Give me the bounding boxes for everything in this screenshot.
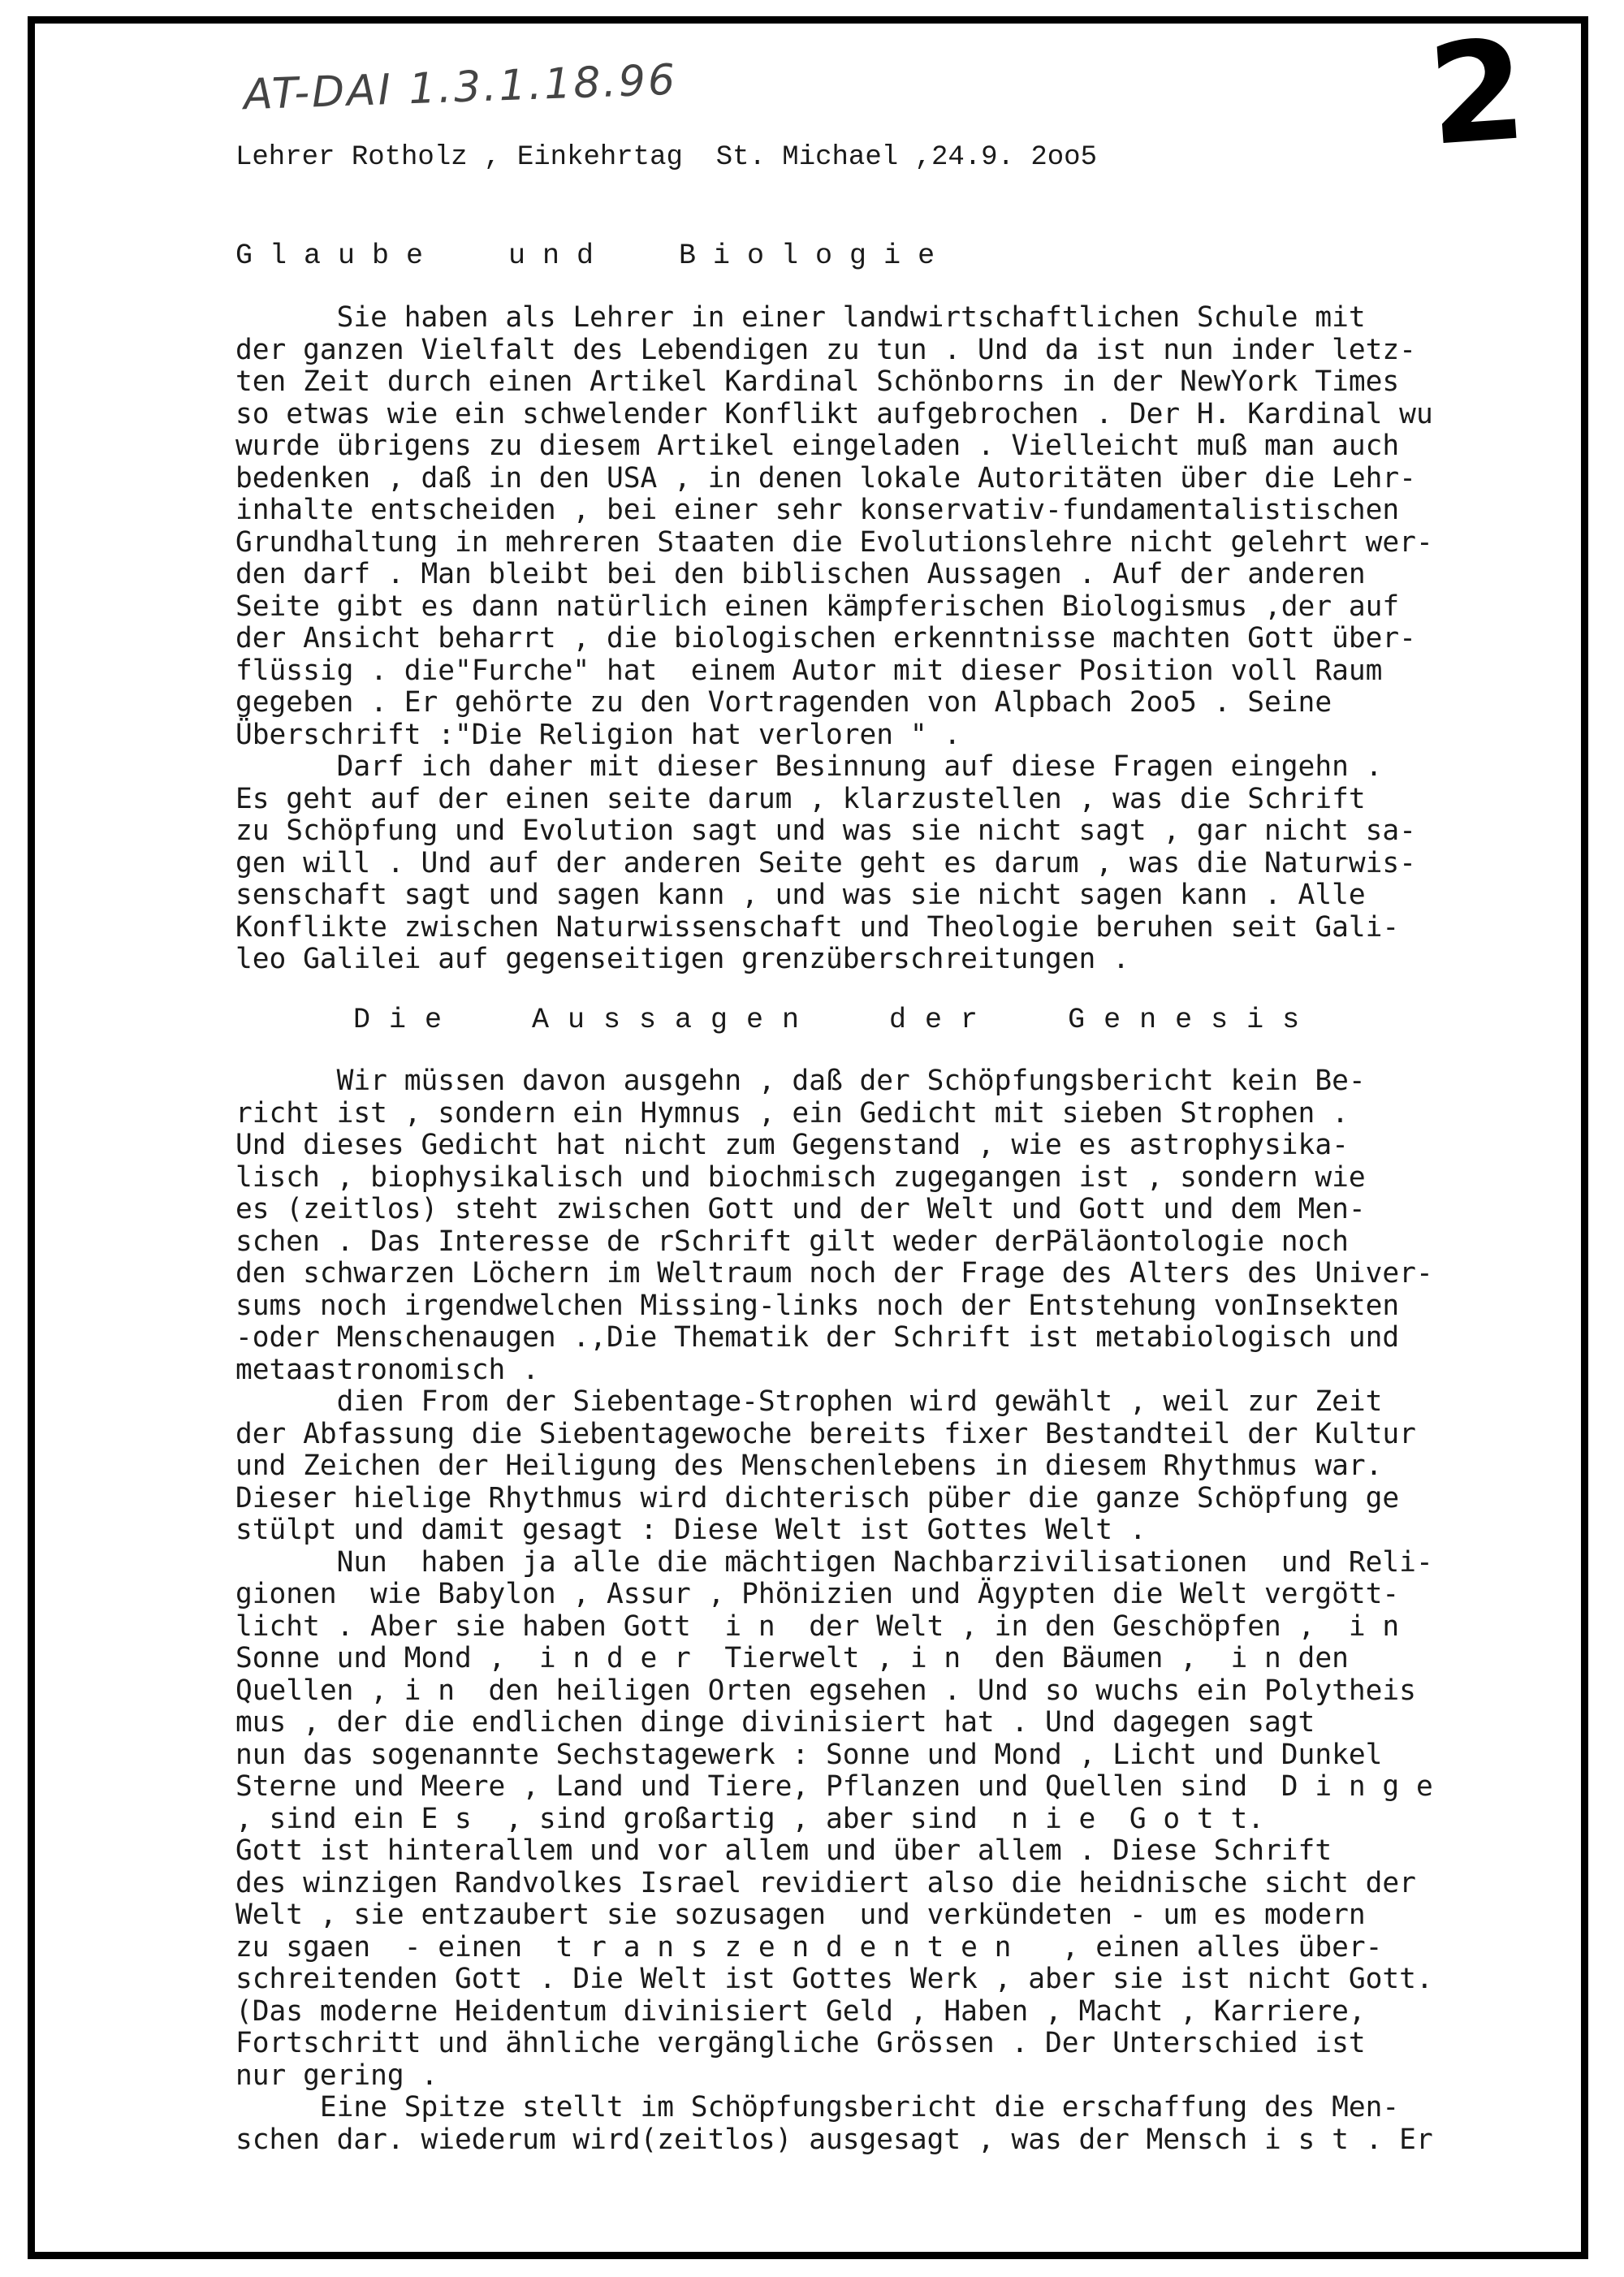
section-body-glaube-und-biologie: Sie haben als Lehrer in einer landwirtschaftlichen Schule mit der ganzen Vielfalt des Lebendigen zu tun . Und da ist nun inder letz- ten Zeit durch einen Artikel Kardinal Schönborns in der NewYork Times so etwas wie ein schwelender Konflikt aufgebrochen . Der H. Kardinal wu wurde übrigens zu diesem Artikel eingeladen . Vielleicht muß man auch bedenken , daß in den USA , in denen lokale Autoritäten über die Lehr- inhalte entscheiden , bei einer sehr konservativ-fundamentalistischen Grundhaltung in mehreren Staaten die Evolutionslehre nicht gelehrt wer- den darf . Man bleibt bei den biblischen Aussagen . Auf der anderen Seite gibt es dann natürlich einen kämpferischen Biologismus ,der auf der Ansicht beharrt , die biologischen erkenntnisse machten Gott über- flüssig . die"Furche" hat einem Autor mit dieser Position voll Raum gegeben . Er gehörte zu den Vortragenden von Alpbach 2oo5 . Seine Überschrift :"Die Religion hat verloren " . Darf ich daher mit dieser Besinnung auf diese Fragen eingehn . Es geht auf der einen seite darum , klarzustellen , was die Schrift zu Schöpfung und Evolution sagt und was sie nicht sagt , gar nicht sa- gen will . Und auf der anderen Seite geht es darum , was die Naturwis- senschaft sagt und sagen kann , und was sie nicht sagen kann . Alle Konflikte zwischen Naturwissenschaft und Theologie beruhen seit Gali- leo Galilei auf gegenseitigen grenzüberschreitungen . <box>235 301 1433 975</box>
section-body-aussagen-der-genesis: Wir müssen davon ausgehn , daß der Schöpfungsbericht kein Be- richt ist , sondern ein Hymnus , ein Gedicht mit sieben Strophen . Und dieses Gedicht hat nicht zum Gegenstand , wie es astrophysika- lisch , biophysikalisch und biochmisch zugegangen ist , sondern wie es (zeitlos) steht zwischen Gott und der Welt und Gott und dem Men- schen . Das Interesse de rSchrift gilt weder derPäläontologie noch den schwarzen Löchern im Weltraum noch der Frage des Alters des Univer- sums noch irgendwelchen Missing-links noch der Entstehung vonInsekten -oder Menschenaugen .,Die Thematik der Schrift ist metabiologisch und metaastronomisch . dien From der Siebentage-Strophen wird gewählt , weil zur Zeit der Abfassung die Siebentagewoche bereits fixer Bestandteil der Kultur und Zeichen der Heiligung des Menschenlebens in diesem Rhythmus war. Dieser hielige Rhythmus wird dichterisch püber die ganze Schöpfung ge stülpt und damit gesagt : Diese Welt ist Gottes Welt . Nun haben ja alle die mächtigen Nachbarzivilisationen und Reli- gionen wie Babylon , Assur , Phönizien und Ägypten die Welt vergött- licht . Aber sie haben Gott i n der Welt , in den Geschöpfen , i n Sonne und Mond , i n d e r Tierwelt , i n den Bäumen , i n den Quellen , i n den heiligen Orten egsehen . Und so wuchs ein Polytheis mus , der die endlichen dinge divinisiert hat . Und dagegen sagt nun das sogenannte Sechstagewerk : Sonne und Mond , Licht und Dunkel Sterne und Meere , Land und Tiere, Pflanzen und Quellen sind D i n g e , sind ein E s , sind großartig , aber sind n i e G o t t. Gott ist hinterallem und vor allem und über allem . Diese Schrift des winzigen Randvolkes Israel revidiert also die heidnische sicht der Welt , sie entzaubert sie sozusagen und verkündeten - um es modern zu sgaen - einen t r a n s z e n d e n t e n , einen alles über- schreitenden Gott . Die Welt ist Gottes Werk , aber sie ist nicht Gott. (Das moderne Heidentum divinisiert Geld , Haben , Macht , Karriere, Fortschritt und ähnliche vergängliche Grössen . Der Unterschied ist nur gering . Eine Spitze stellt im Schöpfungsbericht die erschaffung des Men- schen dar. wiederum wird(zeitlos) ausgesagt , was der Mensch i s t . Er <box>235 1065 1433 2156</box>
archive-reference: AT-DAI 1.3.1.18.96 <box>243 55 678 120</box>
page-number: 2 <box>1423 10 1531 177</box>
section-heading-glaube-und-biologie: Glaube und Biologie <box>235 240 952 272</box>
section-heading-aussagen-der-genesis: Die Aussagen der Genesis <box>353 1004 1319 1036</box>
document-header: Lehrer Rotholz , Einkehrtag St. Michael ,24.9. 2oo5 <box>235 142 1097 173</box>
